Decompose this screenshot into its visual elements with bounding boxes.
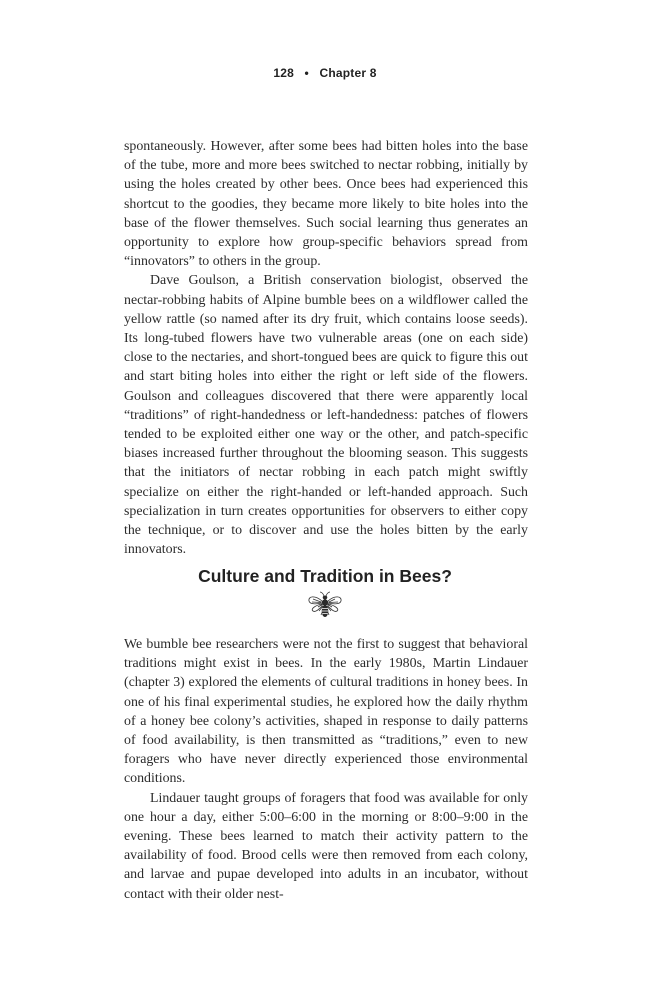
body-text-top (124, 137, 528, 559)
header-separator: • (304, 66, 309, 80)
bee-icon (305, 590, 345, 620)
paragraph: Dave Goulson, a British conservation biologist, observed the nectar-robbing habits of Alpine bumble bees on a wildflower called the yellow rattle (so named after its dry fruit, which contains loose seeds). Its long-tubed flowers have two vulnerable areas (one on each side) close to the nectaries, and short-tongued bees are quick to figure this out and start biting holes into either the right or left side of the flowers. Goulson and colleagues discovered that there were apparently local “traditions” of right-handedness or left-handedness: patches of flowers tended to be exploited either one way or the other, and patch-specific biases increased further throughout the blooming season. This suggests that the initiators of nectar robbing in each patch might swiftly specialize on either the right-handed or left-handed approach. Such specialization in turn creates opportunities for observers to either copy the technique, or to discover and use the holes bitten by the early innovators. (124, 273, 528, 558)
paragraph: Lindauer taught groups of foragers that food was available for only one hour a day, either 5:00–6:00 in the morning or 8:00–9:00 in the evening. These bees learned to match their activity pattern to the availability of food. Brood cells were then removed from each colony, and larvae and pupae developed into adults in an incubator, without contact with their older nest- (124, 790, 528, 902)
section-heading: Culture and Tradition in Bees? (198, 566, 452, 586)
paragraph: We bumble bee researchers were not the first to suggest that behavioral traditions might exist in bees. In the early 1980s, Martin Lindauer (chapter 3) explored the elements of cultural traditions in honey bees. In one of his final experimental studies, he explored how the daily rhythm of a honey bee colony’s activities, shaped in response to daily patterns of food availability, is then transmitted as “traditions,” even to new foragers who have never directly experienced those environmental conditions. (124, 637, 528, 787)
page-number: 128 (273, 66, 294, 80)
paragraph: spontaneously. However, after some bees had bitten holes into the base of the tube, more and more bees switched to nectar robbing, initially by using the holes created by other bees. Once bees had experienced this shortcut to the goodies, they became more likely to bite holes into the base of the flower themselves. Such social learning thus generates an opportunity to explore how group-specific behaviors spread from “innovators” to others in the group. (124, 139, 528, 270)
chapter-label: Chapter 8 (319, 66, 377, 80)
running-head (0, 66, 650, 80)
body-text-bottom (124, 635, 528, 904)
